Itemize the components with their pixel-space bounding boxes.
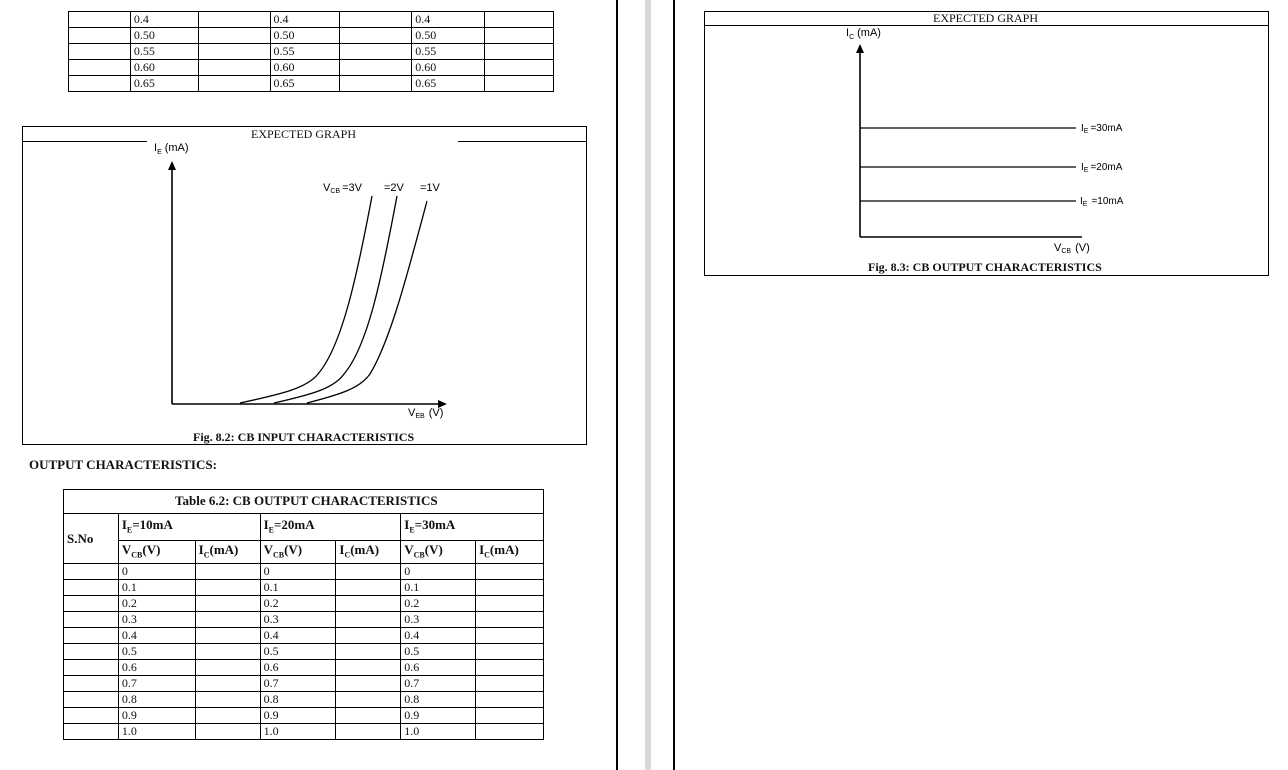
vcb-value-cell: 0.6 (401, 660, 476, 676)
vcb-value-cell: 0.6 (118, 660, 195, 676)
ic-value-cell (476, 612, 544, 628)
top-table-row (69, 60, 554, 76)
ic-value-cell (476, 628, 544, 644)
vcb-value-cell: 0.5 (260, 644, 336, 660)
ic-value-cell (336, 676, 401, 692)
output-table-row (64, 612, 544, 628)
top-table-cell: 0.55 (412, 44, 485, 60)
output-table-row (64, 724, 544, 740)
top-table-row (69, 76, 554, 92)
vcb-value-cell: 0.7 (260, 676, 336, 692)
top-table-cell: 0.65 (412, 76, 485, 92)
input-graph-heading: EXPECTED GRAPH (251, 127, 357, 141)
ic-value-cell (476, 596, 544, 612)
top-table-cell (69, 76, 131, 92)
sno-header: S.No (64, 514, 119, 564)
vcb-value-cell: 0.9 (401, 708, 476, 724)
ic-value-cell (195, 692, 260, 708)
output-table-row (64, 564, 544, 580)
vcb-value-cell: 0 (260, 564, 336, 580)
top-table-cell (69, 28, 131, 44)
top-table-cell: 0.60 (412, 60, 485, 76)
vcb-value-cell: 0.5 (401, 644, 476, 660)
top-table-row (69, 28, 554, 44)
vcb-value-cell: 0.2 (118, 596, 195, 612)
curve-vcb-3v (240, 196, 372, 403)
ic-value-cell (336, 612, 401, 628)
vcb-value-cell: 0.3 (260, 612, 336, 628)
output-table-title: Table 6.2: CB OUTPUT CHARACTERISTICS (175, 493, 438, 508)
vcb-value-cell: 0.8 (401, 692, 476, 708)
top-table-cell (340, 28, 412, 44)
top-table-cell (198, 60, 270, 76)
input-readings-table-continued (68, 11, 554, 92)
vcb-value-cell: 0.2 (401, 596, 476, 612)
curve-label-3v: VCB =3V (323, 182, 362, 195)
top-table-cell: 0.50 (412, 28, 485, 44)
ic-value-cell (195, 676, 260, 692)
x-axis-label: VCB (V) (1054, 242, 1090, 255)
y-axis-arrow (856, 44, 864, 53)
top-table-cell: 0.60 (130, 60, 198, 76)
output-graph-heading: EXPECTED GRAPH (933, 11, 1039, 25)
ic-value-cell (336, 692, 401, 708)
sno-cell (64, 692, 119, 708)
curve-label-2v: =2V (384, 182, 404, 194)
output-characteristics-plot (704, 11, 1269, 276)
output-table-row (64, 644, 544, 660)
vcb-value-cell: 0.2 (260, 596, 336, 612)
vcb-value-cell: 0.5 (118, 644, 195, 660)
output-readings-table (63, 513, 544, 740)
top-table-cell: 0.65 (130, 76, 198, 92)
vcb-value-cell: 1.0 (260, 724, 336, 740)
curve-label-1v: =1V (420, 182, 440, 194)
vcb-column-header: $V_{CB}(V)$ (401, 540, 476, 563)
ic-value-cell (195, 660, 260, 676)
page-gutter (645, 0, 651, 770)
sno-cell (64, 644, 119, 660)
vcb-value-cell: 0 (401, 564, 476, 580)
top-table-cell (485, 28, 554, 44)
top-table-cell: 0.50 (270, 28, 340, 44)
ic-value-cell (476, 644, 544, 660)
ic-value-cell (336, 580, 401, 596)
input-graph-caption: Fig. 8.2: CB INPUT CHARACTERISTICS (193, 430, 415, 444)
ic-value-cell (195, 564, 260, 580)
vcb-value-cell: 0.1 (260, 580, 336, 596)
group-header-10ma: $I_E=10mA$ (118, 514, 260, 541)
sno-cell (64, 676, 119, 692)
vcb-value-cell: 0.8 (118, 692, 195, 708)
ic-value-cell (195, 628, 260, 644)
top-table-cell (340, 60, 412, 76)
vcb-value-cell: 0.3 (401, 612, 476, 628)
ic-value-cell (476, 692, 544, 708)
label-ie-10ma: $I_E =10mA$ (1080, 196, 1124, 208)
label-ie-30ma: $I_E =30mA$ (1081, 123, 1123, 135)
output-table-row (64, 628, 544, 644)
sno-cell (64, 612, 119, 628)
vcb-value-cell: 0.6 (260, 660, 336, 676)
ic-column-header: $I_C(mA)$ (336, 540, 401, 563)
ic-value-cell (476, 580, 544, 596)
top-table-cell: 0.55 (130, 44, 198, 60)
vcb-value-cell: 1.0 (118, 724, 195, 740)
ic-value-cell (336, 596, 401, 612)
ic-value-cell (476, 564, 544, 580)
top-table-cell: 0.4 (270, 12, 340, 28)
top-table-cell (198, 76, 270, 92)
output-table-row (64, 596, 544, 612)
sno-cell (64, 580, 119, 596)
ic-value-cell (195, 724, 260, 740)
right-page-edge (673, 0, 675, 770)
sno-cell (64, 596, 119, 612)
group-header-20ma: $I_E=20mA$ (260, 514, 401, 541)
top-table-cell (485, 60, 554, 76)
y-axis-label: $I_E$ (mA) (154, 142, 189, 156)
vcb-value-cell: 1.0 (401, 724, 476, 740)
top-table-cell (340, 76, 412, 92)
top-table-cell (198, 12, 270, 28)
ic-column-header: $I_C(mA)$ (195, 540, 260, 563)
output-table-row (64, 580, 544, 596)
top-table-cell (485, 12, 554, 28)
ic-value-cell (195, 708, 260, 724)
ic-value-cell (336, 628, 401, 644)
vcb-value-cell: 0.7 (118, 676, 195, 692)
top-table-cell (340, 12, 412, 28)
vcb-value-cell: 0.4 (260, 628, 336, 644)
output-table-row (64, 660, 544, 676)
ic-value-cell (336, 660, 401, 676)
top-table-cell: 0.55 (270, 44, 340, 60)
label-ie-20ma: $I_E =20mA$ (1081, 162, 1123, 174)
top-table-cell (69, 60, 131, 76)
sno-cell (64, 724, 119, 740)
ic-value-cell (336, 644, 401, 660)
top-table-cell (198, 44, 270, 60)
output-graph-caption: Fig. 8.3: CB OUTPUT CHARACTERISTICS (868, 260, 1102, 274)
ic-value-cell (195, 644, 260, 660)
ic-value-cell (476, 660, 544, 676)
curve-vcb-2v (274, 196, 397, 403)
ic-column-header: $I_C(mA)$ (476, 540, 544, 563)
output-table-row (64, 692, 544, 708)
vcb-value-cell: 0.9 (118, 708, 195, 724)
ic-value-cell (476, 724, 544, 740)
ic-value-cell (195, 596, 260, 612)
output-table-row (64, 708, 544, 724)
ic-value-cell (336, 724, 401, 740)
vcb-value-cell: 0.3 (118, 612, 195, 628)
ic-value-cell (336, 708, 401, 724)
y-axis-arrow (168, 161, 176, 170)
ic-value-cell (476, 708, 544, 724)
ic-value-cell (336, 564, 401, 580)
left-page-edge (616, 0, 618, 770)
top-table-cell (485, 76, 554, 92)
top-table-cell: 0.65 (270, 76, 340, 92)
vcb-value-cell: 0.1 (118, 580, 195, 596)
vcb-value-cell: 0.7 (401, 676, 476, 692)
sno-cell (64, 564, 119, 580)
group-header-30ma: $I_E=30mA$ (401, 514, 544, 541)
output-table-row (64, 676, 544, 692)
vcb-value-cell: 0.1 (401, 580, 476, 596)
top-table-row (69, 12, 554, 28)
vcb-value-cell: 0 (118, 564, 195, 580)
vcb-column-header: $V_{CB}(V)$ (260, 540, 336, 563)
input-characteristics-plot (22, 126, 587, 445)
sno-cell (64, 628, 119, 644)
vcb-value-cell: 0.8 (260, 692, 336, 708)
top-table-cell: 0.4 (412, 12, 485, 28)
top-table-cell: 0.50 (130, 28, 198, 44)
ic-value-cell (195, 612, 260, 628)
vcb-column-header: $V_{CB}(V)$ (118, 540, 195, 563)
top-table-cell (198, 28, 270, 44)
output-characteristics-heading: OUTPUT CHARACTERISTICS: (29, 457, 217, 472)
top-table-cell (485, 44, 554, 60)
ic-value-cell (195, 580, 260, 596)
curve-vcb-1v (307, 201, 427, 403)
x-axis-label: VEB (V) (408, 407, 444, 420)
top-table-cell (69, 12, 131, 28)
vcb-value-cell: 0.4 (118, 628, 195, 644)
ic-value-cell (476, 676, 544, 692)
sno-cell (64, 660, 119, 676)
sno-cell (64, 708, 119, 724)
top-table-cell: 0.60 (270, 60, 340, 76)
vcb-value-cell: 0.9 (260, 708, 336, 724)
y-axis-label: $I_C$ (mA) (846, 27, 881, 41)
vcb-value-cell: 0.4 (401, 628, 476, 644)
top-table-cell (340, 44, 412, 60)
top-table-row (69, 44, 554, 60)
top-table-cell: 0.4 (130, 12, 198, 28)
top-table-cell (69, 44, 131, 60)
